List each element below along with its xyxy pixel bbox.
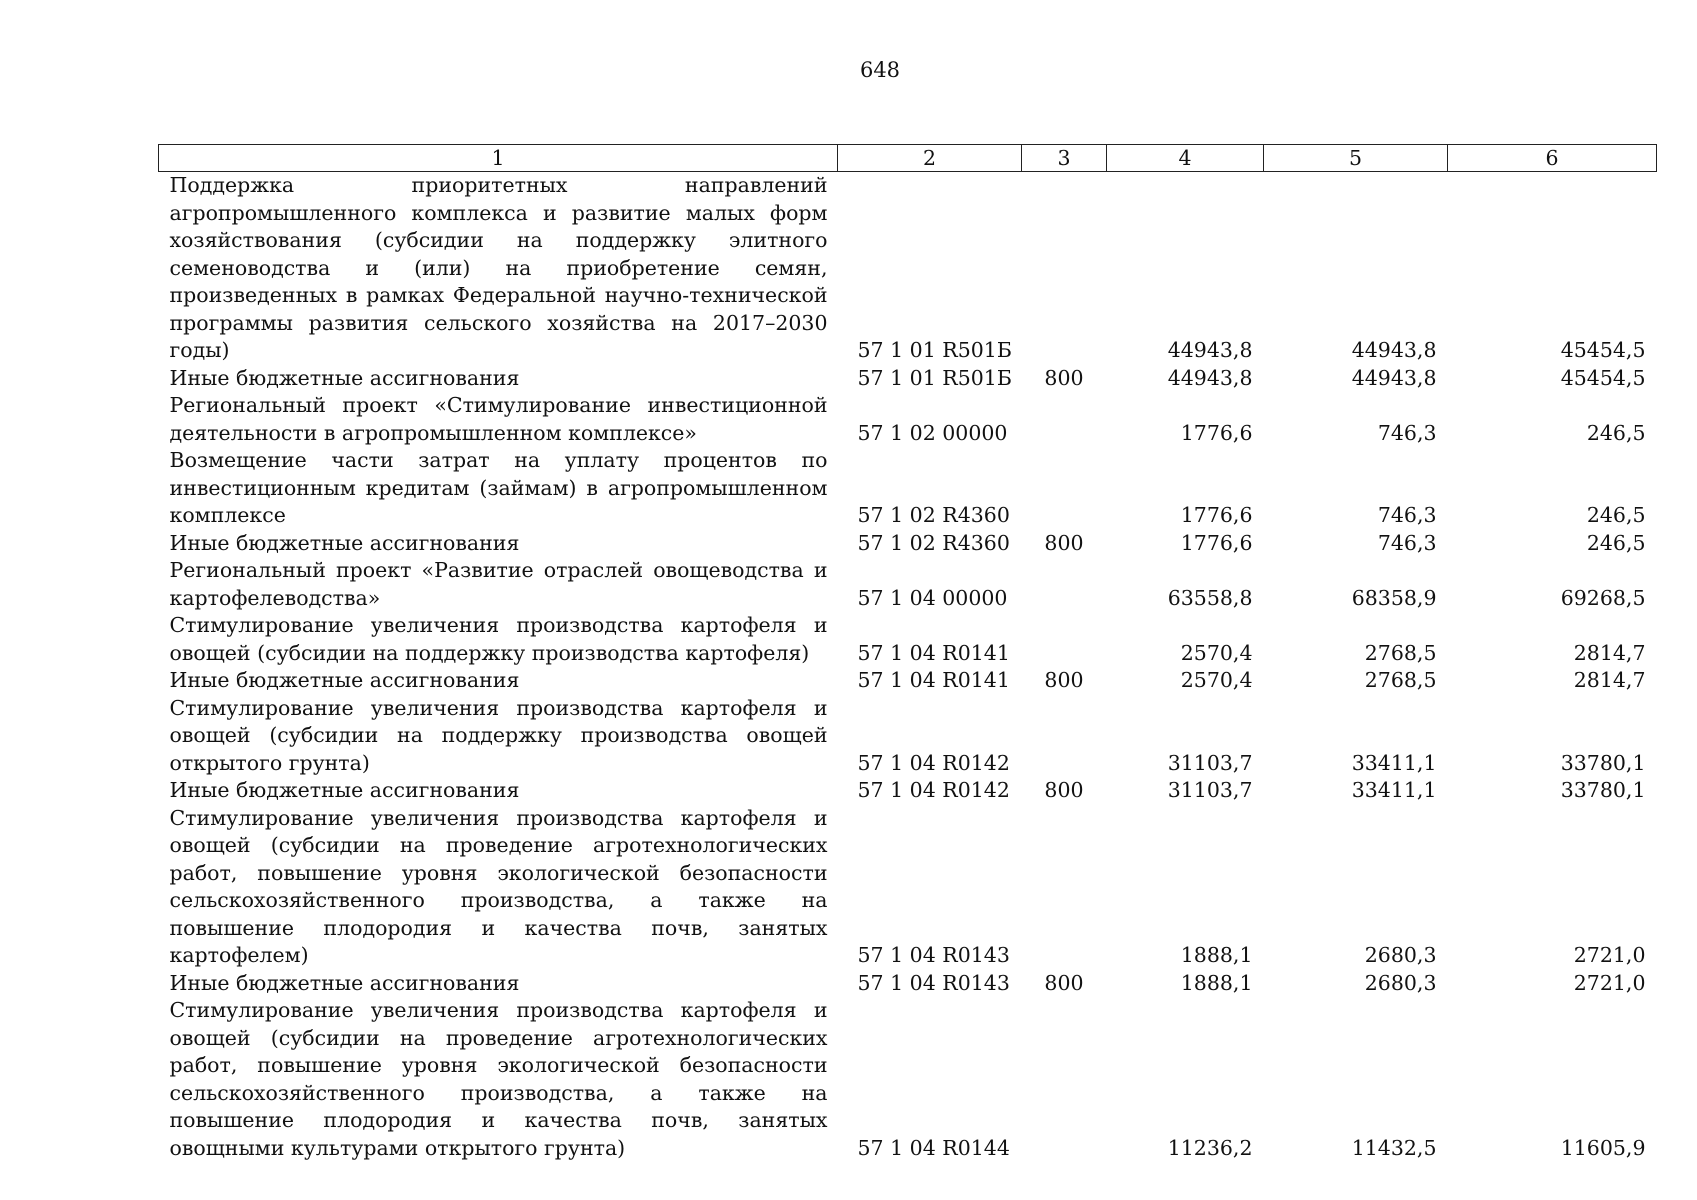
row-value-col5: 746,3 [1377, 503, 1437, 527]
row-code: 57 1 04 R0141 [857, 668, 1010, 692]
table-row [159, 447, 1657, 530]
row-value-col4: 1888,1 [1180, 970, 1253, 995]
row-value-col5: 33411,1 [1351, 778, 1437, 802]
row-name: Возмещение части затрат на уплату процентов по инвестиционным кредитам (займам) в агропромышленном комплексе [169, 448, 828, 527]
row-name: Иные бюджетные ассигнования [169, 365, 520, 390]
row-value-col6: 246,5 [1586, 420, 1646, 445]
row-expense-type: 800 [1044, 970, 1084, 995]
row-code: 57 1 01 R501Б [857, 365, 1012, 390]
header-col-5: 5 [1264, 145, 1448, 172]
row-name: Стимулирование увеличения производства картофеля и овощей (субсидии на поддержку производства картофеля) [169, 613, 828, 665]
row-expense-type [1022, 172, 1107, 365]
row-value-col4: 11236,2 [1167, 1135, 1253, 1160]
row-value-col5: 33411,1 [1351, 750, 1437, 775]
row-code: 57 1 02 00000 [857, 420, 1008, 445]
row-value-col6: 69268,5 [1560, 585, 1646, 610]
table-row [159, 695, 1657, 778]
row-expense-type: 800 [1044, 530, 1084, 555]
row-name: Стимулирование увеличения производства картофеля и овощей (субсидии на поддержку производства овощей открытого грунта) [169, 695, 828, 775]
row-value-col5: 44943,8 [1351, 338, 1437, 362]
row-name: Региональный проект «Развитие отраслей овощеводства и картофелеводства» [169, 558, 828, 610]
row-value-col6: 2721,0 [1573, 970, 1646, 995]
row-name: Стимулирование увеличения производства картофеля и овощей (субсидии на проведение агротехнологических работ, повышение уровня экологической безопасности сельскохозяйственного производства, а также на повышение плодородия и качества почв, занятых картофелем) [169, 805, 828, 967]
row-value-col6: 33780,1 [1560, 778, 1646, 802]
row-name: Иные бюджетные ассигнования [169, 970, 520, 995]
row-code: 57 1 02 R4360 [857, 530, 1010, 555]
table-row [159, 997, 1657, 1162]
row-value-col4: 1776,6 [1180, 530, 1253, 555]
row-value-col5: 68358,9 [1351, 585, 1437, 610]
row-expense-type: 800 [1044, 668, 1084, 692]
row-expense-type: 800 [1044, 365, 1084, 390]
table-row [159, 392, 1657, 447]
row-value-col4: 31103,7 [1167, 778, 1253, 802]
row-value-col5: 2768,5 [1364, 640, 1437, 665]
header-col-2: 2 [838, 145, 1022, 172]
row-code: 57 1 04 R0141 [857, 640, 1010, 665]
table-row [159, 777, 1657, 805]
row-expense-type [1022, 997, 1107, 1162]
row-code: 57 1 04 R0142 [857, 750, 1010, 775]
table-row [159, 970, 1657, 998]
row-value-col4: 63558,8 [1167, 585, 1253, 610]
row-value-col5: 44943,8 [1351, 365, 1437, 390]
row-value-col6: 2814,7 [1573, 640, 1646, 665]
row-value-col6: 246,5 [1586, 503, 1646, 527]
row-value-col6: 45454,5 [1560, 365, 1646, 390]
row-value-col5: 2680,3 [1364, 970, 1437, 995]
row-value-col4: 2570,4 [1180, 640, 1253, 665]
table-row [159, 805, 1657, 970]
row-code: 57 1 04 R0144 [857, 1135, 1010, 1160]
row-code: 57 1 04 R0143 [857, 970, 1010, 995]
row-value-col5: 746,3 [1377, 420, 1437, 445]
header-col-3: 3 [1022, 145, 1107, 172]
row-value-col4: 1776,6 [1180, 503, 1253, 527]
budget-table [158, 144, 1657, 1162]
row-value-col4: 44943,8 [1167, 365, 1253, 390]
row-name: Иные бюджетные ассигнования [169, 778, 520, 802]
row-expense-type [1022, 392, 1107, 447]
row-value-col4: 1888,1 [1180, 943, 1253, 967]
row-expense-type [1022, 612, 1107, 667]
row-value-col4: 2570,4 [1180, 668, 1253, 692]
table-body [159, 172, 1657, 1163]
page-number: 648 [859, 58, 901, 82]
row-expense-type [1022, 695, 1107, 778]
row-value-col6: 246,5 [1586, 530, 1646, 555]
header-col-1: 1 [159, 145, 838, 172]
row-code: 57 1 04 00000 [857, 585, 1008, 610]
row-value-col4: 1776,6 [1180, 420, 1253, 445]
row-value-col6: 45454,5 [1560, 338, 1646, 362]
row-expense-type [1022, 557, 1107, 612]
row-value-col5: 2768,5 [1364, 668, 1437, 692]
row-value-col5: 2680,3 [1364, 943, 1437, 967]
row-value-col6: 2721,0 [1573, 943, 1646, 967]
row-code: 57 1 02 R4360 [857, 503, 1010, 527]
row-expense-type: 800 [1044, 778, 1084, 802]
row-name: Иные бюджетные ассигнования [169, 530, 520, 555]
row-name: Иные бюджетные ассигнования [169, 668, 520, 692]
table-row [159, 365, 1657, 393]
row-value-col6: 2814,7 [1573, 668, 1646, 692]
row-name: Стимулирование увеличения производства картофеля и овощей (субсидии на проведение агротехнологических работ, повышение уровня экологической безопасности сельскохозяйственного производства, а также на повышение плодородия и качества почв, занятых овощными культурами открытого грунта) [169, 998, 828, 1160]
row-value-col4: 44943,8 [1167, 338, 1253, 362]
header-col-6: 6 [1448, 145, 1657, 172]
row-expense-type [1022, 805, 1107, 970]
table-row [159, 557, 1657, 612]
row-code: 57 1 01 R501Б [857, 338, 1012, 362]
row-name: Региональный проект «Стимулирование инвестиционной деятельности в агропромышленном комплексе» [169, 393, 828, 445]
row-value-col5: 11432,5 [1351, 1135, 1437, 1160]
row-value-col6: 11605,9 [1560, 1135, 1646, 1160]
row-name: Поддержка приоритетных направлений агропромышленного комплекса и развитие малых форм хозяйствования (субсидии на поддержку элитного семеноводства и (или) на приобретение семян, произведенных в рамках Федеральной научно-технической программы развития сельского хозяйства на 2017–2030 годы) [169, 173, 828, 362]
table-row [159, 530, 1657, 558]
row-value-col5: 746,3 [1377, 530, 1437, 555]
table-row [159, 172, 1657, 365]
row-value-col4: 31103,7 [1167, 750, 1253, 775]
row-code: 57 1 04 R0143 [857, 943, 1010, 967]
header-col-4: 4 [1107, 145, 1264, 172]
row-value-col6: 33780,1 [1560, 750, 1646, 775]
table-header-row [159, 145, 1657, 172]
row-expense-type [1022, 447, 1107, 530]
table-row [159, 612, 1657, 667]
table-row [159, 667, 1657, 695]
row-code: 57 1 04 R0142 [857, 778, 1010, 802]
